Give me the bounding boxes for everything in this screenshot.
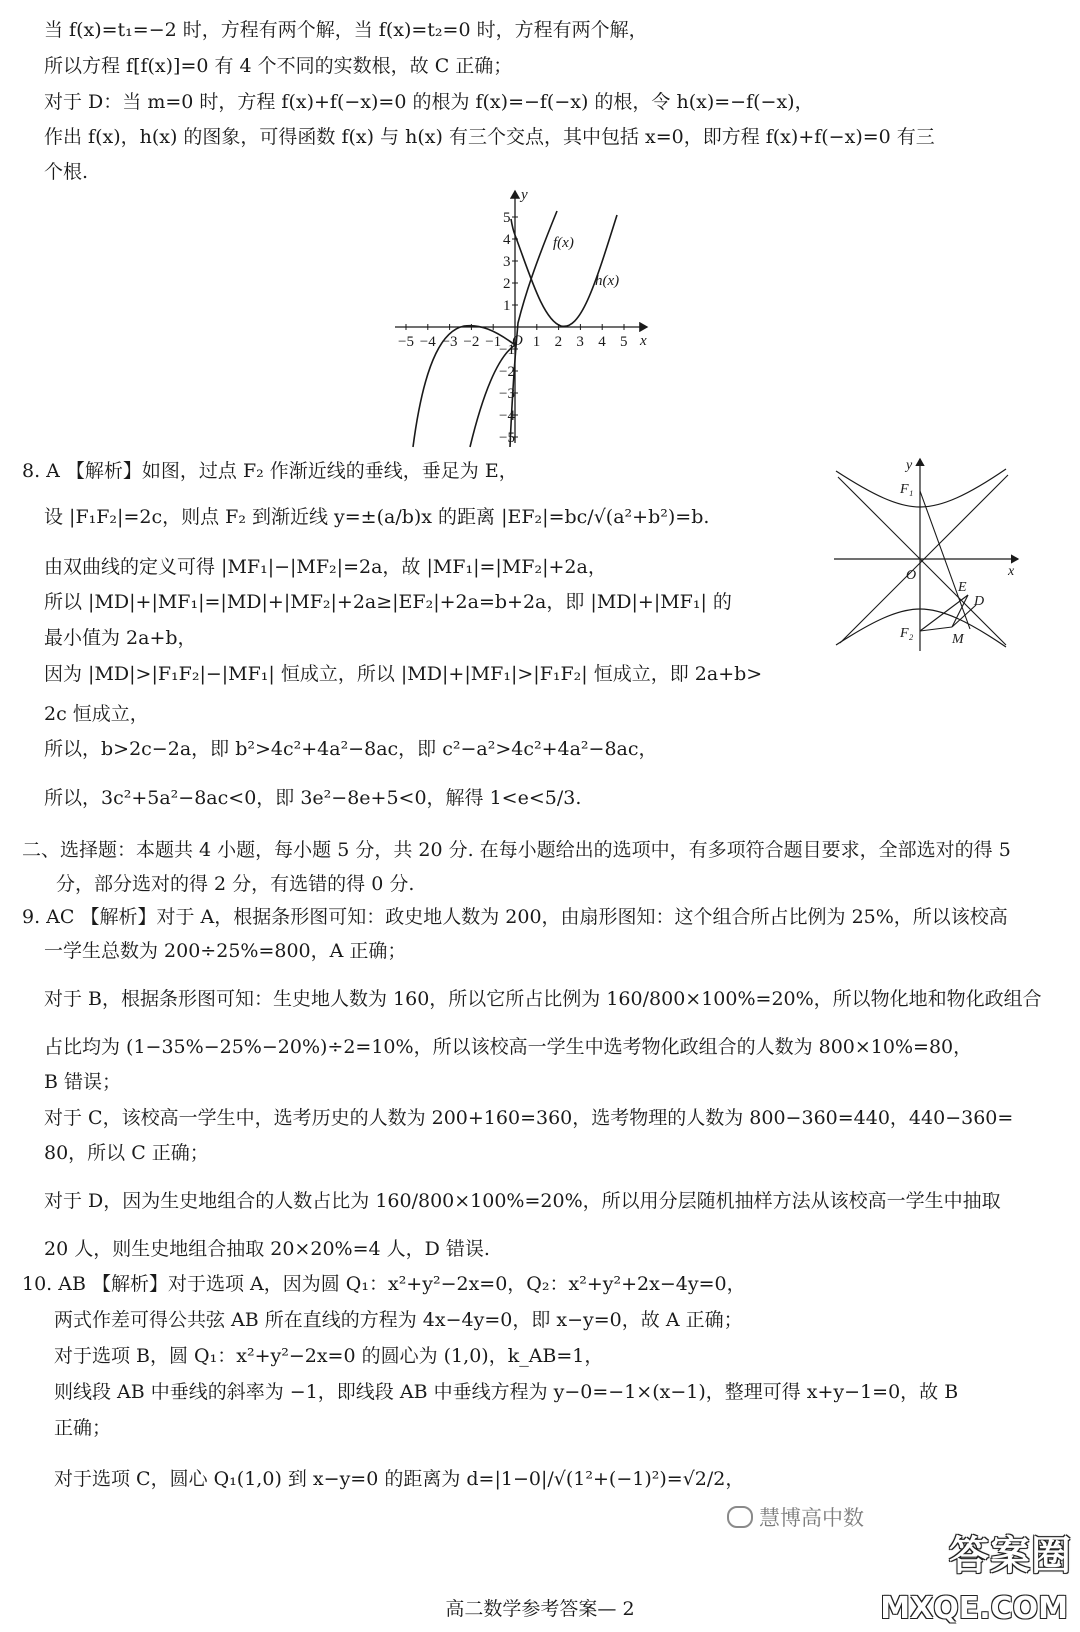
curve-h-right	[515, 215, 620, 326]
lower-branch	[836, 609, 1006, 647]
h-label: h(x)	[595, 273, 620, 289]
text-line: 因为 |MD|>|F₁F₂|−|MF₁| 恒成立，所以 |MD|+|MF₁|>|F₁F₂| 恒成立，即 2a+b>	[44, 663, 763, 685]
text-line: 所以方程 f[f(x)]=0 有 4 个不同的实数根，故 C 正确；	[44, 55, 513, 77]
text-line: 对于选项 B，圆 Q₁：x²+y²−2x=0 的圆心为 (1,0)，k_AB=1，	[54, 1345, 604, 1367]
text-line: 8. A 【解析】如图，过点 F₂ 作渐近线的垂线，垂足为 E，	[22, 460, 518, 482]
text-line: 最小值为 2a+b，	[44, 627, 197, 649]
upper-branch	[836, 469, 1006, 507]
x-label: x	[640, 333, 647, 349]
y-label: y	[906, 458, 913, 473]
x-tick-label: −3	[441, 334, 458, 350]
text-line: 80，所以 C 正确；	[44, 1142, 209, 1164]
hyperbola-figure	[828, 455, 1024, 655]
y-tick-label: 2	[503, 276, 511, 292]
text-line: 两式作差可得公共弦 AB 所在直线的方程为 4x−4y=0，即 x−y=0，故 A 正确；	[54, 1309, 743, 1331]
point-F1: F₁	[900, 482, 914, 497]
text-line: B 错误；	[44, 1071, 122, 1093]
text-line: 10. AB 【解析】对于选项 A，因为圆 Q₁：x²+y²−2x=0，Q₂：x²+y²+2x−4y=0，	[22, 1273, 746, 1295]
text-line: 9. AC 【解析】对于 A，根据条形图可知：政史地人数为 200，由扇形图知：这个组合所占比例为 25%，所以该校高	[22, 906, 1008, 928]
x-tick-label: 5	[620, 334, 628, 350]
y-tick-label: −3	[499, 386, 515, 402]
x-label: x	[1008, 564, 1015, 579]
text-line: 由双曲线的定义可得 |MF₁|−|MF₂|=2a，故 |MF₁|=|MF₂|+2a，	[44, 556, 607, 578]
point-F2: F₂	[900, 626, 914, 641]
text-line: 则线段 AB 中垂线的斜率为 −1，即线段 AB 中垂线方程为 y−0=−1×(x−1)，整理可得 x+y−1=0，故 B	[54, 1381, 959, 1403]
page-footer: 高二数学参考答案— 2	[445, 1598, 635, 1620]
f-label: f(x)	[553, 235, 574, 251]
x-tick-label: 3	[576, 334, 584, 350]
y-tick-label: −5	[499, 430, 515, 446]
y-tick-label: 1	[503, 298, 511, 314]
y-label: y	[521, 187, 528, 203]
text-line: 20 人，则生史地组合抽取 20×20%=4 人，D 错误.	[44, 1238, 490, 1260]
point-E: E	[958, 580, 967, 595]
text-line: 所以 |MD|+|MF₁|=|MD|+|MF₂|+2a≥|EF₂|+2a=b+2a，即 |MD|+|MF₁| 的	[44, 591, 732, 613]
curve-f	[510, 211, 557, 447]
text-line: 设 |F₁F₂|=2c，则点 F₂ 到渐近线 y=±(a/b)x 的距离 |EF₂|=bc/√(a²+b²)=b.	[44, 506, 710, 528]
watermark-logo-text: 答案圈	[949, 1533, 1072, 1579]
watermark	[876, 1524, 1072, 1628]
text-line: 一学生总数为 200÷25%=800，A 正确；	[44, 940, 407, 962]
text-line: 当 f(x)=t₁=−2 时，方程有两个解，当 f(x)=t₂=0 时，方程有两个解，	[44, 19, 648, 41]
y-tick-label: −4	[499, 408, 515, 424]
text-line: 对于选项 C，圆心 Q₁(1,0) 到 x−y=0 的距离为 d=|1−0|/√(1²+(−1)²)=√2/2，	[54, 1468, 745, 1490]
text-line: 占比均为 (1−35%−25%−20%)÷2=10%，所以该校高一学生中选考物化政组合的人数为 800×10%=80，	[44, 1036, 973, 1058]
text-line: 分，部分选对的得 2 分，有选错的得 0 分.	[56, 873, 415, 895]
point-M: M	[952, 632, 964, 647]
x-tick-label: −5	[398, 334, 414, 350]
text-line: 2c 恒成立，	[44, 703, 149, 725]
text-line: 对于 D：当 m=0 时，方程 f(x)+f(−x)=0 的根为 f(x)=−f(−x) 的根，令 h(x)=−f(−x)，	[44, 91, 814, 113]
x-tick-label: 1	[532, 334, 541, 350]
text-line: 个根.	[44, 161, 89, 183]
y-tick-label: −1	[499, 342, 515, 358]
x-tick-label: −2	[463, 334, 480, 350]
function-graph	[385, 185, 665, 450]
x-tick-label: 2	[554, 334, 563, 350]
watermark-account: 慧博高中数	[727, 1502, 864, 1532]
x-tick-label: −1	[485, 334, 502, 350]
origin-label: O	[906, 568, 917, 583]
y-tick-label: 4	[503, 232, 511, 248]
text-line: 二、选择题：本题共 4 小题，每小题 5 分，共 20 分. 在每小题给出的选项中，有多项符合题目要求，全部选对的得 5	[22, 839, 1011, 861]
x-tick-label: −4	[419, 334, 436, 350]
x-tick-label: 4	[598, 334, 606, 350]
y-tick-label: −2	[499, 364, 515, 380]
text-line: 正确；	[54, 1417, 112, 1439]
text-line: 所以，b>2c−2a，即 b²>4c²+4a²−8ac，即 c²−a²>4c²+4a²−8ac，	[44, 738, 658, 760]
y-tick-label: 5	[503, 210, 511, 226]
text-line: 对于 B，根据条形图可知：生史地人数为 160，所以它所占比例为 160/800×100%=20%，所以物化地和物化政组合	[44, 988, 1042, 1010]
origin-label: O	[512, 333, 523, 349]
y-tick-label: 3	[503, 254, 511, 270]
text-line: 作出 f(x)，h(x) 的图象，可得函数 f(x) 与 h(x) 有三个交点，其中包括 x=0，即方程 f(x)+f(−x)=0 有三	[44, 126, 935, 148]
watermark-site: MXQE.COM	[880, 1591, 1068, 1626]
wechat-icon	[727, 1506, 753, 1528]
text-line: 所以，3c²+5a²−8ac<0，即 3e²−8e+5<0，解得 1<e<5/3.	[44, 787, 582, 809]
text-line: 对于 D，因为生史地组合的人数占比为 160/800×100%=20%，所以用分层随机抽样方法从该校高一学生中抽取	[44, 1190, 1001, 1212]
point-D: D	[974, 594, 985, 609]
text-line: 对于 C，该校高一学生中，选考历史的人数为 200+160=360，选考物理的人数为 800−360=440，440−360=	[44, 1107, 1014, 1129]
